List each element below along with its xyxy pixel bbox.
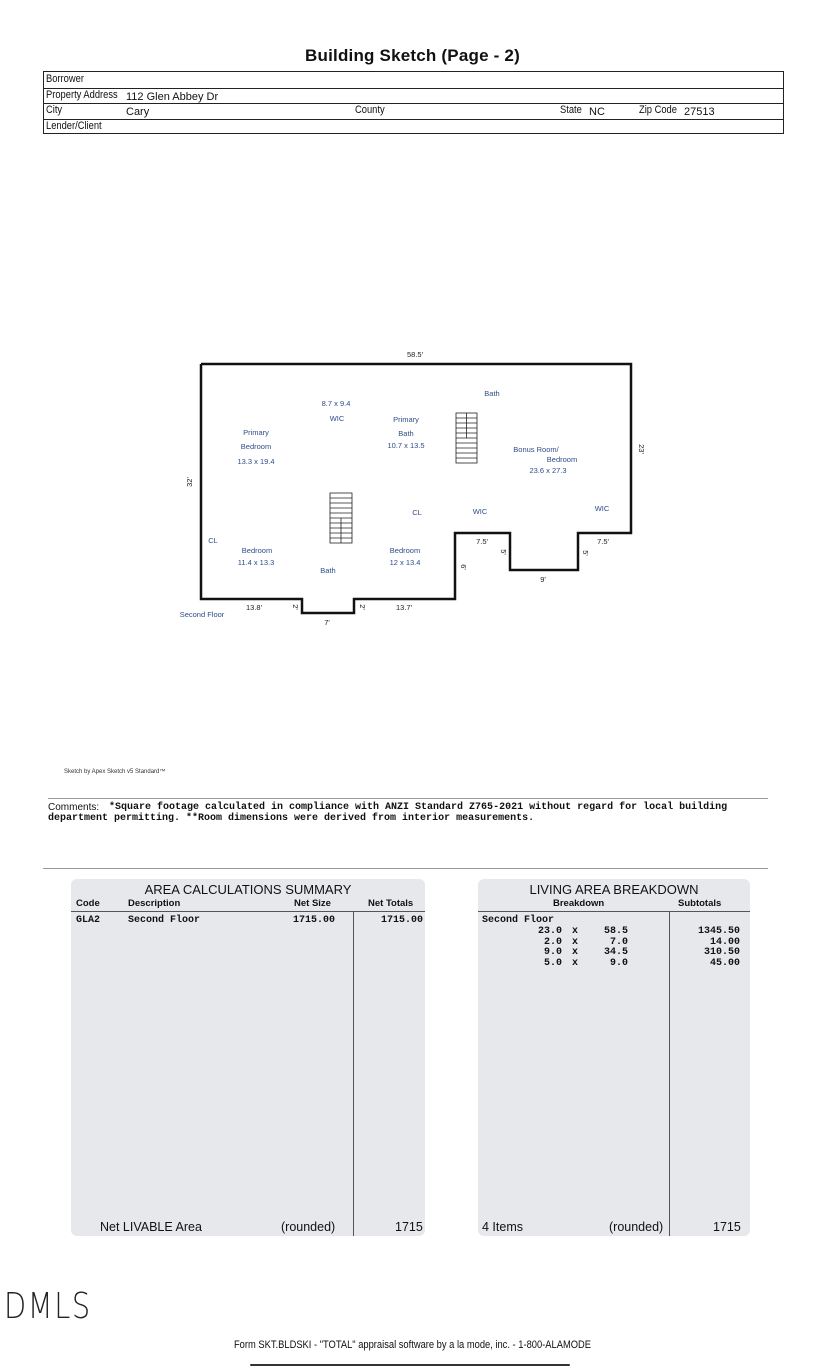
bedroom-b-label: Bedroom	[389, 546, 421, 555]
page-title: Building Sketch (Page - 2)	[305, 46, 520, 65]
area-summary-title: AREA CALCULATIONS SUMMARY	[144, 882, 352, 897]
wic1-size: 8.7 x 9.4	[321, 399, 351, 408]
wic3-label: WIC	[594, 504, 610, 513]
bath-top-label: Bath	[484, 389, 500, 398]
bath-bottom-label: Bath	[320, 566, 336, 575]
city-row	[44, 103, 783, 120]
wic2-label: WIC	[472, 507, 488, 516]
borrower-label: Borrower	[46, 73, 84, 85]
bedroom-b-size: 12 x 13.4	[389, 558, 421, 567]
row-description: Second Floor	[128, 915, 201, 926]
bonus-room-label-1: Bonus Room/	[513, 445, 559, 454]
dim-notch-left-side: 5'	[499, 549, 508, 555]
wic1-label: WIC	[329, 414, 345, 423]
breakdown-x-cell: x	[571, 936, 578, 948]
breakdown-b-cell: 34.5	[603, 947, 628, 958]
breakdown-x-cell: x	[571, 926, 578, 937]
dim-top: 58.5'	[406, 350, 424, 359]
comments-line-2: department permitting. **Room dimensions were derived from interior measurements.	[48, 813, 535, 824]
col-code: Code	[76, 898, 100, 909]
bedroom-a-size: 11.4 x 13.3	[237, 558, 275, 567]
dim-small-right: 2'	[358, 604, 367, 610]
net-livable-rounded: (rounded)	[281, 1220, 336, 1234]
row-code: GLA2	[76, 915, 101, 926]
primary-bedroom-label-1: Primary	[243, 428, 269, 437]
dim-notch-bottom: 9'	[540, 575, 546, 584]
lender-label: Lender/Client	[46, 119, 102, 132]
breakdown-x-cell: x	[571, 947, 578, 958]
zip-value: 27513	[684, 106, 715, 118]
state-value: NC	[589, 106, 605, 118]
breakdown-x-cell: x	[571, 957, 578, 969]
bedroom-a-label: Bedroom	[241, 546, 273, 555]
floor-plan-outline	[201, 364, 631, 613]
primary-bath-label-1: Primary	[393, 415, 419, 424]
column-divider	[353, 911, 354, 1236]
row-net-total: 1715.00	[381, 915, 424, 926]
dim-bottom-mid: 7'	[324, 618, 330, 627]
state-label: State	[560, 104, 582, 116]
city-value: Cary	[126, 106, 150, 118]
dmls-logo: DMLS	[4, 1286, 92, 1327]
address-label: Property Address	[46, 88, 118, 101]
row-net-size: 1715.00	[293, 915, 336, 926]
cl-mid-label: CL	[412, 508, 422, 517]
col-breakdown: Breakdown	[553, 898, 605, 909]
dim-notch-right-side: 5'	[581, 550, 590, 556]
form-footer: Form SKT.BLDSKI - "TOTAL" appraisal software by a la mode, inc. - 1-800-ALAMODE	[233, 1339, 592, 1351]
breakdown-a-cell: 5.0	[543, 957, 562, 969]
breakdown-a-cell: 2.0	[543, 936, 562, 948]
breakdown-sub-cell: 310.50	[703, 947, 740, 958]
address-row	[44, 88, 783, 105]
bottom-bar	[250, 1364, 570, 1366]
primary-bath-size: 10.7 x 13.5	[387, 441, 425, 450]
floor-label: Second Floor	[179, 610, 225, 619]
breakdown-floor: Second Floor	[482, 915, 555, 926]
dim-bottom-right: 13.7'	[395, 603, 413, 612]
dim-right: 23'	[637, 444, 646, 454]
county-label: County	[355, 104, 385, 116]
city-label: City	[46, 104, 63, 116]
dim-notch-right-top: 7.5'	[597, 537, 609, 546]
sketch-credit: Sketch by Apex Sketch v5 Standard™	[64, 769, 166, 775]
bonus-room-label-2: Bedroom	[546, 455, 578, 464]
stairs-lower-icon	[330, 493, 352, 543]
breakdown-value: 1715	[713, 1220, 741, 1234]
stairs-upper-icon	[456, 413, 477, 463]
borrower-row	[44, 72, 783, 89]
area-calculations-panel	[71, 879, 425, 1236]
dim-notch-left-top: 7.5'	[476, 537, 488, 546]
zip-label: Zip Code	[639, 104, 677, 116]
breakdown-rounded: (rounded)	[609, 1220, 664, 1234]
comments-label: Comments:	[48, 802, 100, 813]
primary-bedroom-label-2: Bedroom	[240, 442, 272, 451]
breakdown-a-cell: 9.0	[543, 947, 562, 958]
dim-bottom-left: 13.8'	[245, 603, 263, 612]
primary-bedroom-size: 13.3 x 19.4	[237, 457, 275, 466]
address-value: 112 Glen Abbey Dr	[126, 90, 219, 103]
floor-plan-sketch	[0, 340, 825, 640]
comments-line-1: *Square footage calculated in compliance with ANZI Standard Z765-2021 without regard for local building	[109, 802, 728, 813]
property-header-table	[43, 71, 784, 134]
bonus-room-size: 23.6 x 27.3	[529, 466, 567, 475]
living-breakdown-title: LIVING AREA BREAKDOWN	[529, 882, 699, 897]
col-description: Description	[128, 898, 181, 909]
column-divider	[669, 911, 670, 1236]
col-subtotals: Subtotals	[678, 898, 722, 909]
living-area-breakdown-panel	[478, 879, 750, 1236]
dim-left: 32'	[185, 477, 194, 487]
net-livable-label: Net LIVABLE Area	[100, 1220, 202, 1234]
header-rule	[71, 911, 425, 912]
header-rule	[478, 911, 750, 912]
cl-left-label: CL	[208, 536, 218, 545]
col-net-size: Net Size	[294, 898, 331, 909]
breakdown-sub-cell: 45.00	[709, 957, 740, 969]
breakdown-b-cell: 9.0	[609, 957, 628, 969]
divider	[43, 868, 768, 869]
breakdown-b-cell: 58.5	[603, 926, 628, 937]
lender-row	[44, 119, 783, 135]
breakdown-items: 4 Items	[482, 1220, 523, 1234]
comments-section	[48, 798, 768, 824]
breakdown-sub-cell: 14.00	[709, 936, 740, 948]
breakdown-b-cell: 7.0	[609, 936, 628, 948]
dim-small-left: 2'	[291, 604, 300, 610]
net-livable-value: 1715	[395, 1220, 423, 1234]
dim-step-side: 6'	[459, 564, 468, 570]
col-net-totals: Net Totals	[368, 898, 414, 909]
breakdown-a-cell: 23.0	[537, 926, 562, 937]
primary-bath-label-2: Bath	[398, 429, 414, 438]
breakdown-sub-cell: 1345.50	[697, 926, 740, 937]
